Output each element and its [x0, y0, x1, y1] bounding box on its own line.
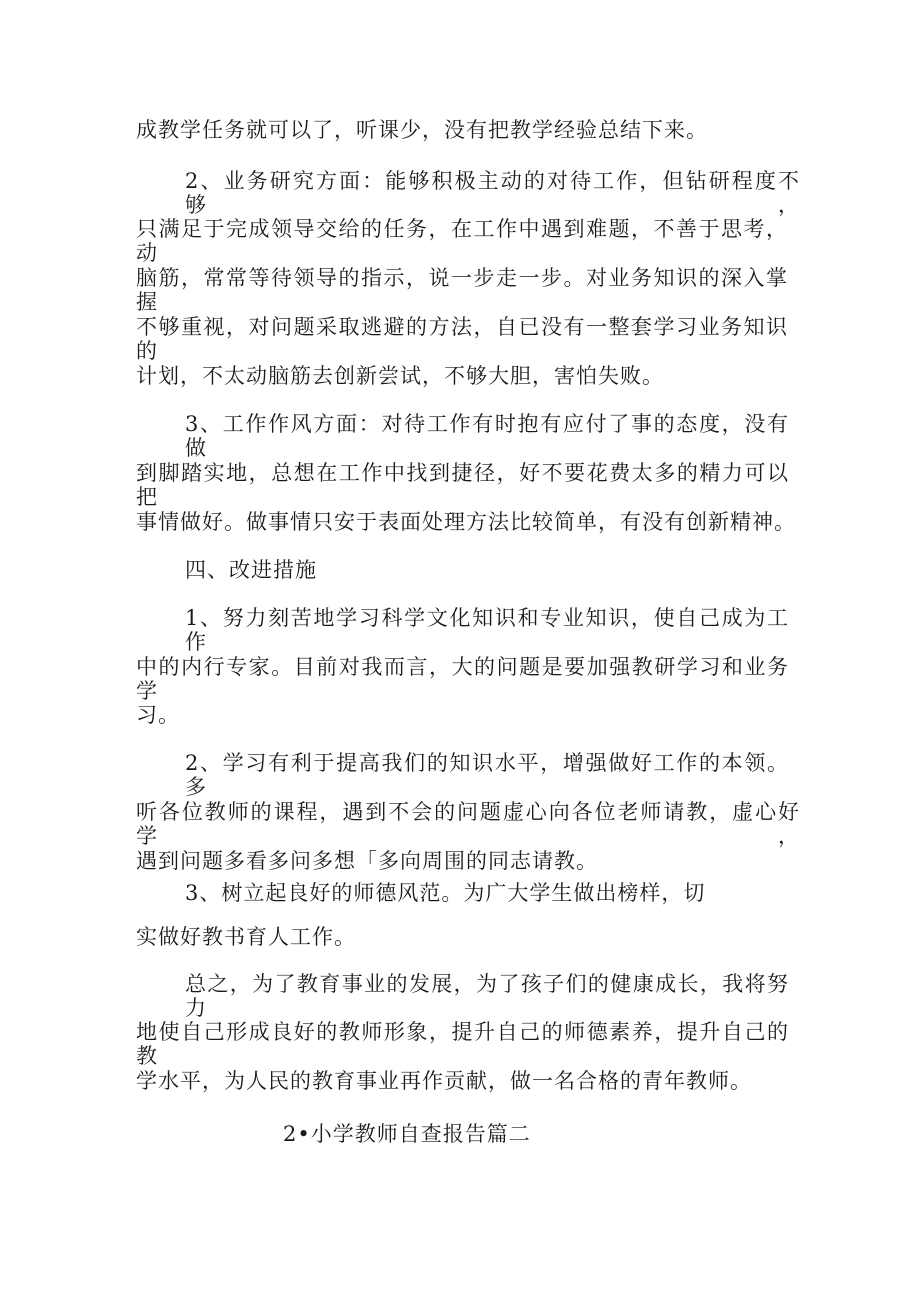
paragraph-line: 遇到问题多看多问多想「多向周围的同志请教。	[136, 849, 598, 873]
paragraph-line: 1、努力刻苦地学习科学文化知识和专业知识，使自己成为工作	[185, 606, 789, 654]
paragraph-line: 实做好教书育人工作。	[136, 925, 356, 949]
paragraph-line: 3、树立起良好的师德风范。为广大学生做出榜样，切	[185, 881, 706, 905]
paragraph-line: 学水平，为人民的教育事业再作贡献，做一名合格的青年教师。	[136, 1069, 752, 1093]
paragraph-line: 成教学任务就可以了，听课少，没有把教学经验总结下来。	[136, 118, 708, 142]
paragraph-line: 总之，为了教育事业的发展，为了孩子们的健康成长，我将努力	[185, 972, 789, 1020]
paragraph-line: 计划，不太动脑筋去创新尝试，不够大胆，害怕失败。	[136, 364, 664, 388]
section-subheading: 四、改进措施	[185, 558, 317, 582]
paragraph-line: 2、业务研究方面：能够积极主动的对待工作，但钻研程度不够，	[185, 169, 800, 217]
paragraph-line: 听各位教师的课程，遇到不会的问题虚心向各位老师请教，虚心好学，	[136, 800, 800, 848]
paragraph-line: 事情做好。做事情只安于表面处理方法比较简单，有没有创新精神。	[136, 510, 796, 534]
paragraph-line: 中的内行专家。目前对我而言，大的问题是要加强教研学习和业务学	[136, 655, 789, 703]
paragraph-line: 只满足于完成领导交给的任务，在工作中遇到难题，不善于思考，动	[136, 217, 788, 265]
paragraph-line: 3、工作作风方面：对待工作有时抱有应付了事的态度，没有做	[185, 412, 789, 460]
paragraph-line: 地使自己形成良好的教师形象，提升自己的师德素养，提升自己的教	[136, 1020, 789, 1068]
paragraph-line: 习。	[136, 703, 180, 727]
paragraph-line: 不够重视，对问题采取逃避的方法，自已没有一整套学习业务知识的	[136, 315, 788, 363]
section-heading: 2•小学教师自查报告篇二	[283, 1122, 531, 1146]
paragraph-line: 脑筋，常常等待领导的指示，说一步走一步。对业务知识的深入掌握	[136, 266, 788, 314]
paragraph-line: 到脚踏实地，总想在工作中找到捷径，好不要花费太多的精力可以把	[136, 461, 789, 509]
paragraph-line: 2、学习有利于提高我们的知识水平，增强做好工作的本领。多	[185, 751, 789, 799]
